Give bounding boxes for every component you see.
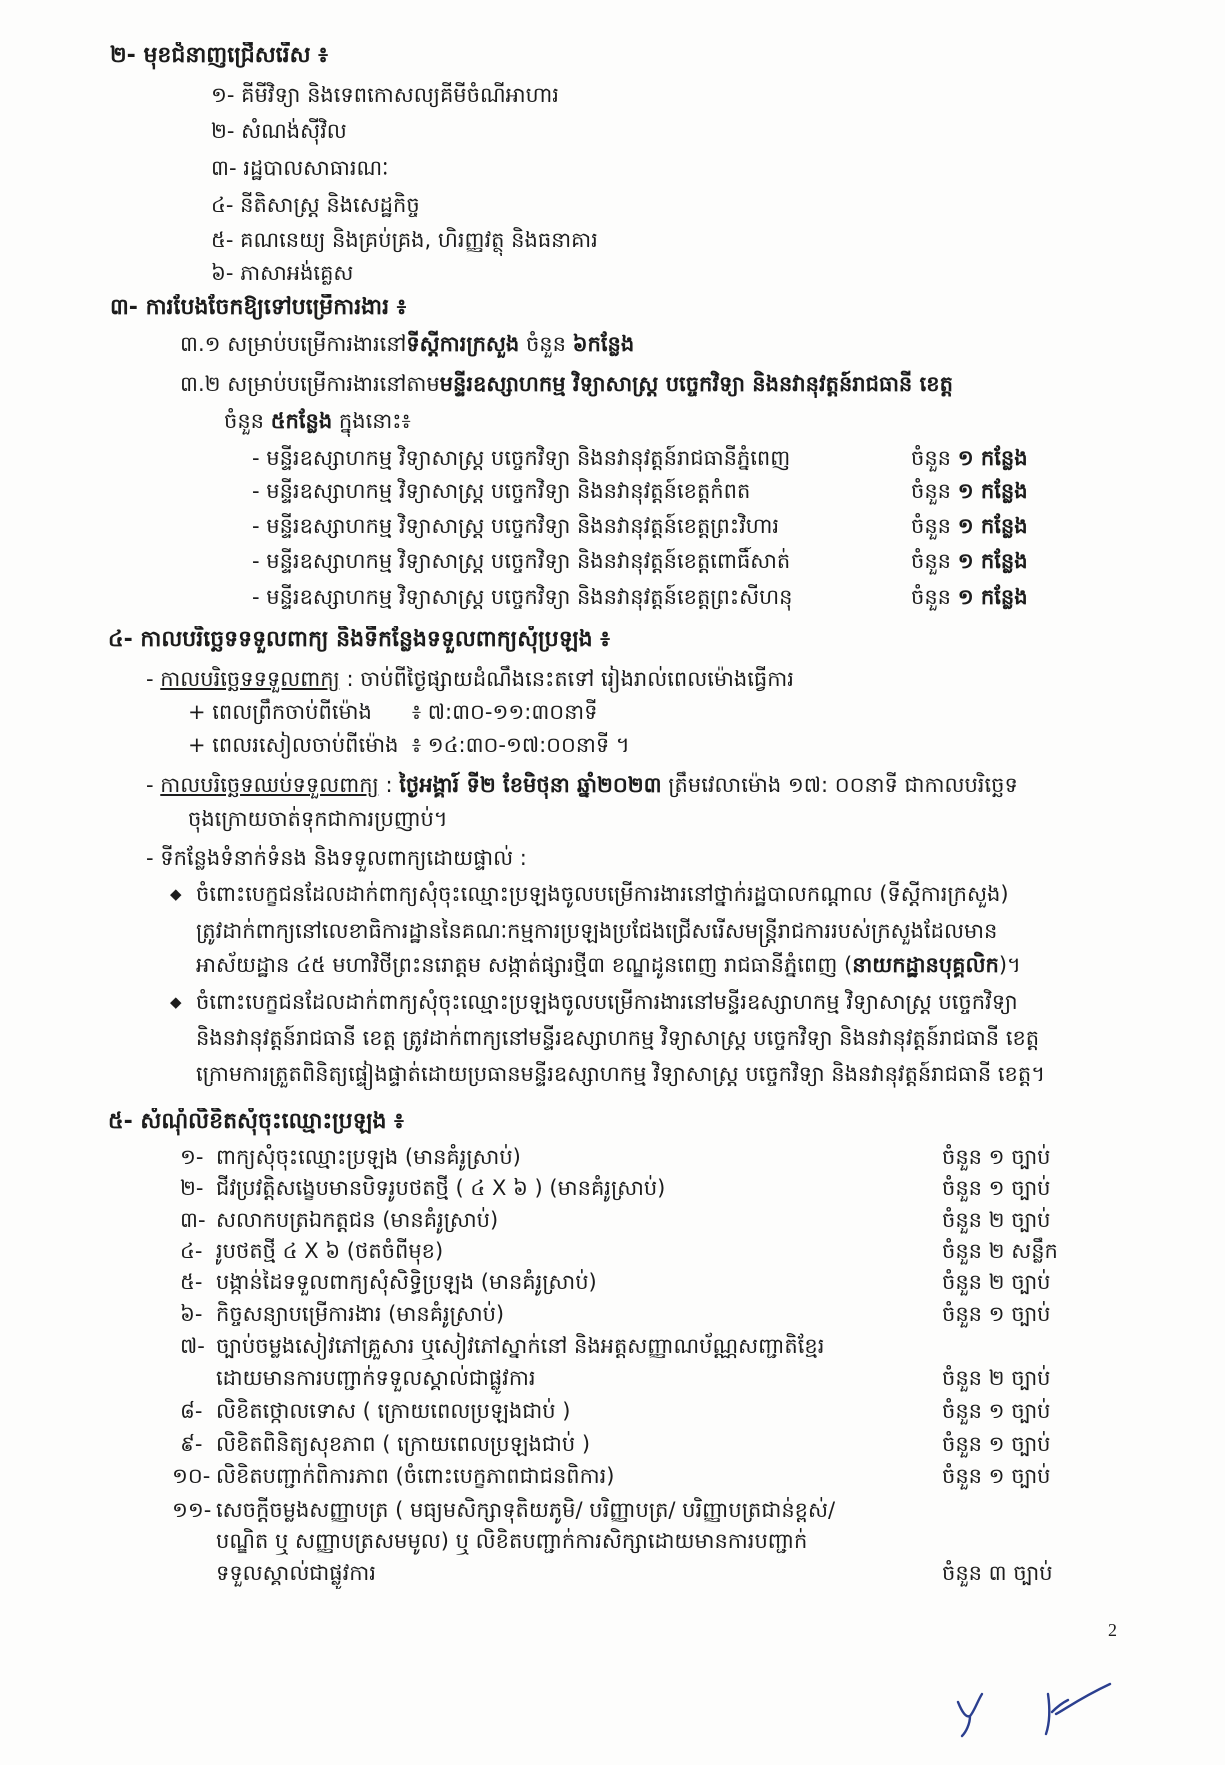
afternoon-label: + ពេលរសៀលចាប់ពីម៉ោង — [188, 733, 399, 757]
department-count — [911, 444, 1028, 474]
close-date-value: ថ្ងៃអង្គារ៍ ទី២ ខែមិថុនា ឆ្នាំ២០២៣ — [399, 773, 662, 797]
document-item-number: ៣- — [180, 1208, 206, 1232]
afternoon-time: ៖ ១៤:៣០-១៧:០០នាទី ។ — [411, 733, 630, 757]
document-item-text: សេចក្តីចម្លងសញ្ញាបត្រ ( មធ្យមសិក្សាទុតិយភូមិ/ បរិញ្ញាបត្រ/ បរិញ្ញាបត្រជាន់ខ្ពស់/ — [216, 1498, 836, 1522]
document-item-count: ចំនួន ១ ច្បាប់ — [942, 1145, 1051, 1169]
morning-time: ៖ ៧:៣០-១១:៣០នាទី — [411, 700, 598, 724]
document-item-count: ចំនួន ២ សន្លឹក — [942, 1239, 1058, 1263]
document-item-number: ៦- — [180, 1302, 203, 1326]
section-2-heading: ២- មុខជំនាញជ្រើសរើស ៖ — [110, 43, 328, 68]
document-item-number: ១- — [180, 1145, 204, 1169]
document-item-text: លិខិតថ្កោលទោស ( ក្រោយពេលប្រឡងជាប់ ) — [216, 1399, 571, 1423]
morning-label: + ពេលព្រឹកចាប់ពីម៉ោង — [188, 700, 372, 724]
document-item-text: បង្កាន់ដៃទទួលពាក្យសុំសិទ្ធិប្រឡង (មានគំរូស្រាប់) — [216, 1270, 597, 1294]
department-count — [911, 583, 1028, 613]
signature-stroke — [1046, 1684, 1110, 1734]
document-item-number: ៨- — [180, 1399, 203, 1423]
close-date-continuation: ចុងក្រោយចាត់ទុកជាការប្រញាប់។ — [188, 807, 448, 831]
open-period-label: កាលបរិច្ឆេទទទួលពាក្យ — [160, 667, 340, 691]
close-date-separator: : — [378, 773, 400, 797]
allocation-count-label: ចំនួន — [525, 332, 566, 356]
address-end: )។ — [998, 953, 1021, 977]
address-text: អាស័យដ្ឋាន ៤៥ មហាវិថីព្រះនរោត្តម សង្កាត់ផ្សារថ្មី៣ ខណ្ឌដូនពេញ រាជធានីភ្នំពេញ ( — [196, 953, 853, 977]
section-3-heading: ៣- ការបែងចែកឱ្យទៅបម្រើការងារ ៖ — [110, 295, 407, 320]
document-item-count: ចំនួន ១ ច្បាប់ — [942, 1464, 1051, 1488]
document-item-count: ចំនួន ១ ច្បាប់ — [942, 1176, 1051, 1200]
skill-item: ១- គីមីវិទ្យា និងទេពកោសល្យគីមីចំណីអាហារ — [211, 83, 559, 107]
document-item-count: ចំនួន ២ ច្បាប់ — [942, 1208, 1051, 1232]
allocation-suffix: ក្នុងនោះ៖ — [338, 409, 411, 433]
skill-item: ២- សំណង់ស៊ីវិល — [211, 119, 347, 143]
allocation-3-1 — [180, 330, 634, 360]
contact-place-paragraph: ចំពោះបេក្ខជនដែលដាក់ពាក្យសុំចុះឈ្មោះប្រឡងចូលបម្រើការងារនៅថ្នាក់រដ្ឋបាលកណ្តាល (ទីស្តីការក្រសួង) — [196, 882, 1009, 906]
contact-place-paragraph: និងនវានុវត្តន៍រាជធានី ខេត្ត ត្រូវដាក់ពាក្យនៅមន្ទីរឧស្សាហកម្ម វិទ្យាសាស្ត្រ បច្ចេកវិទ្យា និងនវានុវត្តន៍រាជធានី ខេត្ត — [196, 1026, 1040, 1050]
count-label: ចំនួន — [911, 549, 951, 573]
document-item-text: រូបថតថ្មី ៤ X ៦ (ថតចំពីមុខ) — [216, 1239, 444, 1263]
document-item-text: ច្បាប់ចម្លងសៀវភៅគ្រួសារ ឬសៀវភៅស្នាក់នៅ និងអត្តសញ្ញាណប័ណ្ណសញ្ជាតិខ្មែរ — [216, 1334, 825, 1358]
count-label: ចំនួន — [911, 446, 951, 470]
document-item-count: ចំនួន ២ ច្បាប់ — [942, 1270, 1051, 1294]
contact-place-paragraph — [196, 951, 1021, 981]
document-item-text: ពាក្យសុំចុះឈ្មោះប្រឡង (មានគំរូស្រាប់) — [216, 1145, 521, 1169]
document-item-number: ២- — [180, 1176, 204, 1200]
allocation-3-2 — [180, 370, 953, 400]
skill-item: ៤- នីតិសាស្ត្រ និងសេដ្ឋកិច្ច — [211, 193, 420, 217]
close-date-label: កាលបរិច្ឆេទឈប់ទទួលពាក្យ — [160, 773, 379, 797]
department-count — [911, 547, 1028, 577]
allocation-number: ៣.១ — [180, 332, 221, 356]
contact-place-paragraph: ក្រោមការត្រួតពិនិត្យផ្ទៀងផ្ទាត់ដោយប្រធានមន្ទីរឧស្សាហកម្ម វិទ្យាសាស្ត្រ បច្ចេកវិទ្យា និងនវានុវត្តន៍រាជធានី ខេត្ត។ — [196, 1062, 1046, 1086]
count-label: ចំនួន — [911, 479, 951, 503]
count-value: ១ កន្លែង — [957, 585, 1028, 609]
document-item-text: លិខិតពិនិត្យសុខភាព ( ក្រោយពេលប្រឡងជាប់ ) — [216, 1432, 591, 1456]
dash: - — [146, 667, 154, 691]
allocation-place: ទីស្តីការក្រសួង — [406, 332, 520, 356]
document-item-count: ចំនួន ១ ច្បាប់ — [942, 1302, 1051, 1326]
document-item-count: ចំនួន ២ ច្បាប់ — [942, 1366, 1051, 1390]
document-item-number: ១១- — [172, 1498, 212, 1522]
afternoon-hours — [188, 731, 630, 761]
department-count — [911, 512, 1028, 542]
diamond-bullet-icon: ◆ — [170, 885, 182, 903]
document-item-number: ១០- — [172, 1464, 211, 1488]
skill-item: ៣- រដ្ឋបាលសាធារណៈ — [211, 156, 389, 180]
allocation-text: សម្រាប់បម្រើការងារនៅ — [227, 332, 407, 356]
document-item-text: បណ្ឌិត ឬ សញ្ញាបត្រសមមូល) ឬ លិខិតបញ្ជាក់ការសិក្សាដោយមានការបញ្ជាក់ — [216, 1529, 808, 1553]
count-value: ១ កន្លែង — [957, 549, 1028, 573]
section-5-heading: ៥- សំណុំលិខិតសុំចុះឈ្មោះប្រឡង ៖ — [108, 1109, 404, 1134]
count-label: ចំនួន — [911, 514, 951, 538]
application-open-period — [146, 665, 794, 695]
application-close-date — [146, 771, 1018, 801]
allocation-text: សម្រាប់បម្រើការងារនៅតាម — [227, 372, 440, 396]
contact-place-label: - ទីកន្លែងទំនាក់ទំនង និងទទួលពាក្យដោយផ្ទាល់ : — [146, 846, 527, 870]
department-name: - មន្ទីរឧស្សាហកម្ម វិទ្យាសាស្ត្រ បច្ចេកវិទ្យា និងនវានុវត្តន៍រាជធានីភ្នំពេញ — [252, 446, 791, 470]
document-item-number: ៤- — [180, 1239, 203, 1263]
document-item-number: ៩- — [180, 1432, 203, 1456]
document-item-text: លិខិតបញ្ជាក់ពិការភាព (ចំពោះបេក្ខភាពជាជនពិការ) — [216, 1464, 615, 1488]
document-item-text: សលាកបត្រឯកត្តជន (មានគំរូស្រាប់) — [216, 1208, 499, 1232]
document-item-text: ទទួលស្គាល់ជាផ្លូវការ — [216, 1561, 376, 1585]
department-name: - មន្ទីរឧស្សាហកម្ម វិទ្យាសាស្ត្រ បច្ចេកវិទ្យា និងនវានុវត្តន៍ខេត្តព្រះសីហនុ — [252, 585, 793, 609]
allocation-count: ៥កន្លែង — [270, 409, 333, 433]
count-value: ១ កន្លែង — [957, 514, 1028, 538]
allocation-place: មន្ទីរឧស្សាហកម្ម វិទ្យាសាស្ត្រ បច្ចេកវិទ្យា និងនវានុវត្តន៍រាជធានី ខេត្ត — [439, 372, 953, 396]
document-item-count: ចំនួន ៣ ច្បាប់ — [942, 1561, 1053, 1585]
section-4-heading: ៤- កាលបរិច្ឆេទទទួលពាក្យ និងទីកន្លែងទទួលពាក្យសុំប្រឡង ៖ — [108, 627, 610, 652]
contact-place-paragraph: ចំពោះបេក្ខជនដែលដាក់ពាក្យសុំចុះឈ្មោះប្រឡងចូលបម្រើការងារនៅមន្ទីរឧស្សាហកម្ម វិទ្យាសាស្ត្រ បច្ចេកវិទ្យា — [196, 990, 1018, 1014]
allocation-count-label: ចំនួន — [224, 409, 264, 433]
document-item-count: ចំនួន ១ ច្បាប់ — [942, 1399, 1051, 1423]
count-label: ចំនួន — [911, 585, 951, 609]
open-period-text: : ចាប់ពីថ្ងៃផ្សាយដំណឹងនេះតទៅ រៀងរាល់ពេលម៉ោងធ្វើការ — [339, 667, 794, 691]
skill-item: ៦- ភាសាអង់គ្លេស — [211, 261, 354, 285]
contact-place-paragraph: ត្រូវដាក់ពាក្យនៅលេខាធិការដ្ឋាននៃគណៈកម្មការប្រឡងប្រជែងជ្រើសរើសមន្ត្រីរាជការរបស់ក្រសួងដែលមាន — [196, 919, 998, 943]
document-item-number: ៧- — [180, 1334, 205, 1358]
close-date-text: ត្រឹមវេលាម៉ោង ១៧: ០០នាទី ជាកាលបរិច្ឆេទ — [661, 773, 1018, 797]
morning-hours — [188, 698, 598, 728]
document-item-text: ដោយមានការបញ្ជាក់ទទួលស្គាល់ជាផ្លូវការ — [216, 1366, 536, 1390]
document-item-count: ចំនួន ១ ច្បាប់ — [942, 1432, 1051, 1456]
dash: - — [146, 773, 154, 797]
document-item-text: កិច្ចសន្យាបម្រើការងារ (មានគំរូស្រាប់) — [216, 1302, 505, 1326]
count-value: ១ កន្លែង — [957, 446, 1028, 470]
signature-stroke — [958, 1694, 982, 1736]
page-number: 2 — [1108, 1620, 1117, 1640]
allocation-count: ៦កន្លែង — [572, 332, 635, 356]
department-count — [911, 477, 1028, 507]
allocation-number: ៣.២ — [180, 372, 221, 396]
diamond-bullet-icon: ◆ — [170, 993, 182, 1011]
department-name-bold: នាយកដ្ឋានបុគ្គលិក — [852, 953, 999, 977]
department-name: - មន្ទីរឧស្សាហកម្ម វិទ្យាសាស្ត្រ បច្ចេកវិទ្យា និងនវានុវត្តន៍ខេត្តព្រះវិហារ — [252, 514, 780, 538]
department-name: - មន្ទីរឧស្សាហកម្ម វិទ្យាសាស្ត្រ បច្ចេកវិទ្យា និងនវានុវត្តន៍ខេត្តពោធិ៍សាត់ — [252, 549, 791, 573]
skill-item: ៥- គណនេយ្យ និងគ្រប់គ្រង, ហិរញ្ញវត្ថុ និងធនាគារ — [211, 228, 598, 252]
document-item-number: ៥- — [180, 1270, 203, 1294]
document-item-text: ជីវប្រវត្តិសង្ខេបមានបិទរូបថតថ្មី ( ៤ X ៦ ) (មានគំរូស្រាប់) — [216, 1176, 666, 1200]
count-value: ១ កន្លែង — [957, 479, 1028, 503]
signature-initials — [940, 1672, 1120, 1742]
allocation-3-2-count — [224, 407, 411, 437]
department-name: - មន្ទីរឧស្សាហកម្ម វិទ្យាសាស្ត្រ បច្ចេកវិទ្យា និងនវានុវត្តន៍ខេត្តកំពត — [252, 479, 751, 503]
